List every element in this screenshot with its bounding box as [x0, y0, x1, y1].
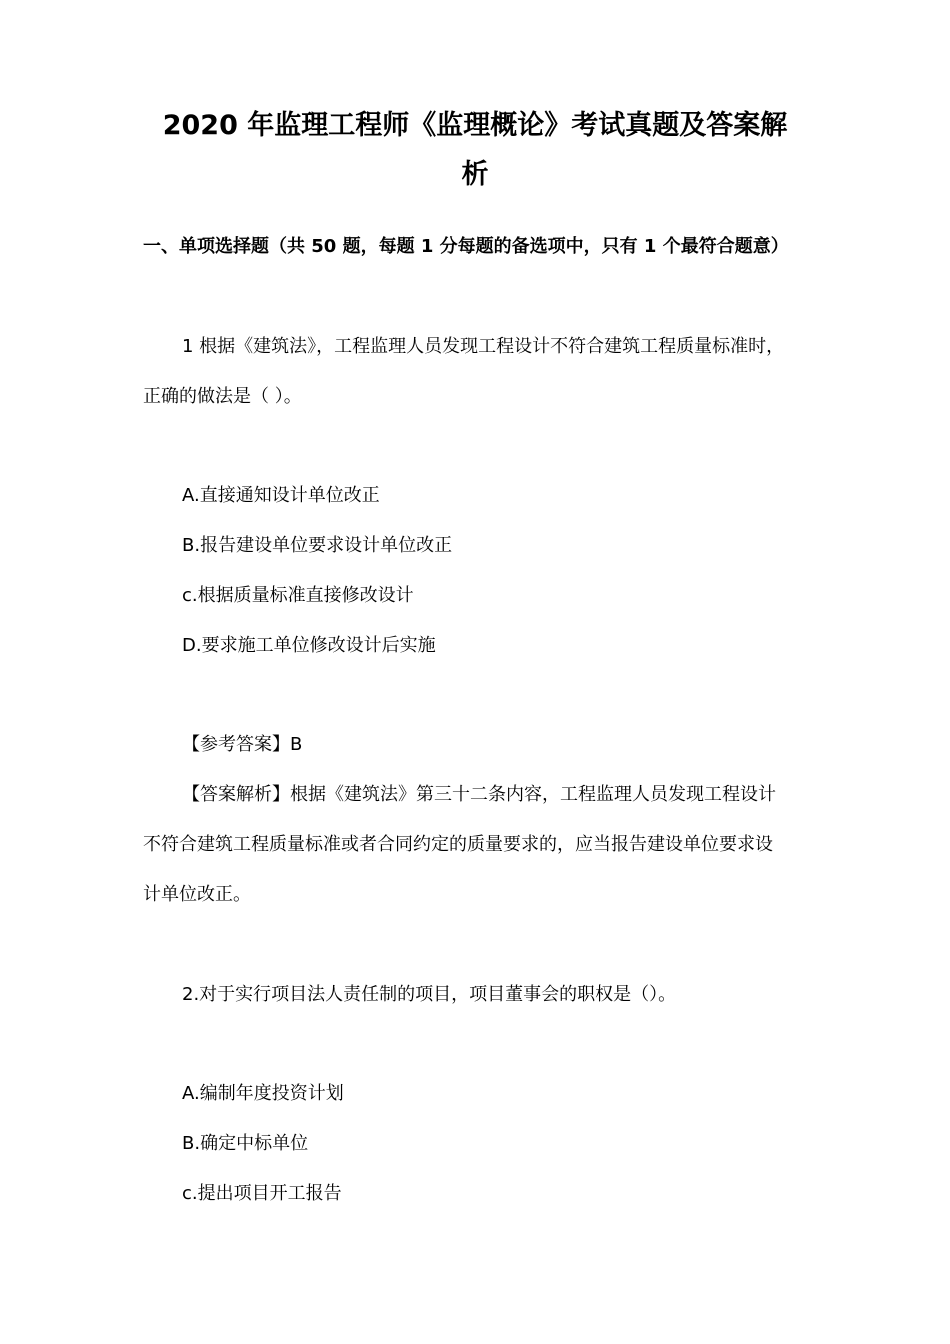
question-2-option-c: c.提出项目开工报告 [182, 1183, 342, 1204]
question-1-option-b: B.报告建设单位要求设计单位改正 [182, 535, 453, 556]
question-1-option-c: c.根据质量标准直接修改设计 [182, 585, 414, 606]
question-1-analysis-line-1: 【答案解析】根据《建筑法》第三十二条内容，工程监理人员发现工程设计 [182, 784, 776, 805]
question-1-stem-line-2: 正确的做法是（ ）。 [143, 386, 302, 407]
question-1-analysis-line-3: 计单位改正。 [143, 884, 251, 905]
question-2-option-b: B.确定中标单位 [182, 1133, 309, 1154]
question-1-analysis-line-2: 不符合建筑工程质量标准或者合同约定的质量要求的，应当报告建设单位要求设 [143, 834, 773, 855]
question-2-option-a: A.编制年度投资计划 [182, 1083, 344, 1104]
question-1-option-d: D.要求施工单位修改设计后实施 [182, 635, 436, 656]
question-1-option-a: A.直接通知设计单位改正 [182, 485, 380, 506]
question-1-stem-line-1: 1 根据《建筑法》，工程监理人员发现工程设计不符合建筑工程质量标准时， [182, 336, 785, 357]
question-1-answer: 【参考答案】B [182, 734, 303, 755]
section-heading: 一、单项选择题（共 50 题，每题 1 分每题的备选项中，只有 1 个最符合题意） [143, 236, 789, 257]
question-2-stem-line-1: 2.对于实行项目法人责任制的项目，项目董事会的职权是（）。 [182, 984, 677, 1005]
document-title-line-1: 2020 年监理工程师《监理概论》考试真题及答案解 [162, 110, 788, 141]
document-title-line-2: 析 [461, 159, 489, 190]
